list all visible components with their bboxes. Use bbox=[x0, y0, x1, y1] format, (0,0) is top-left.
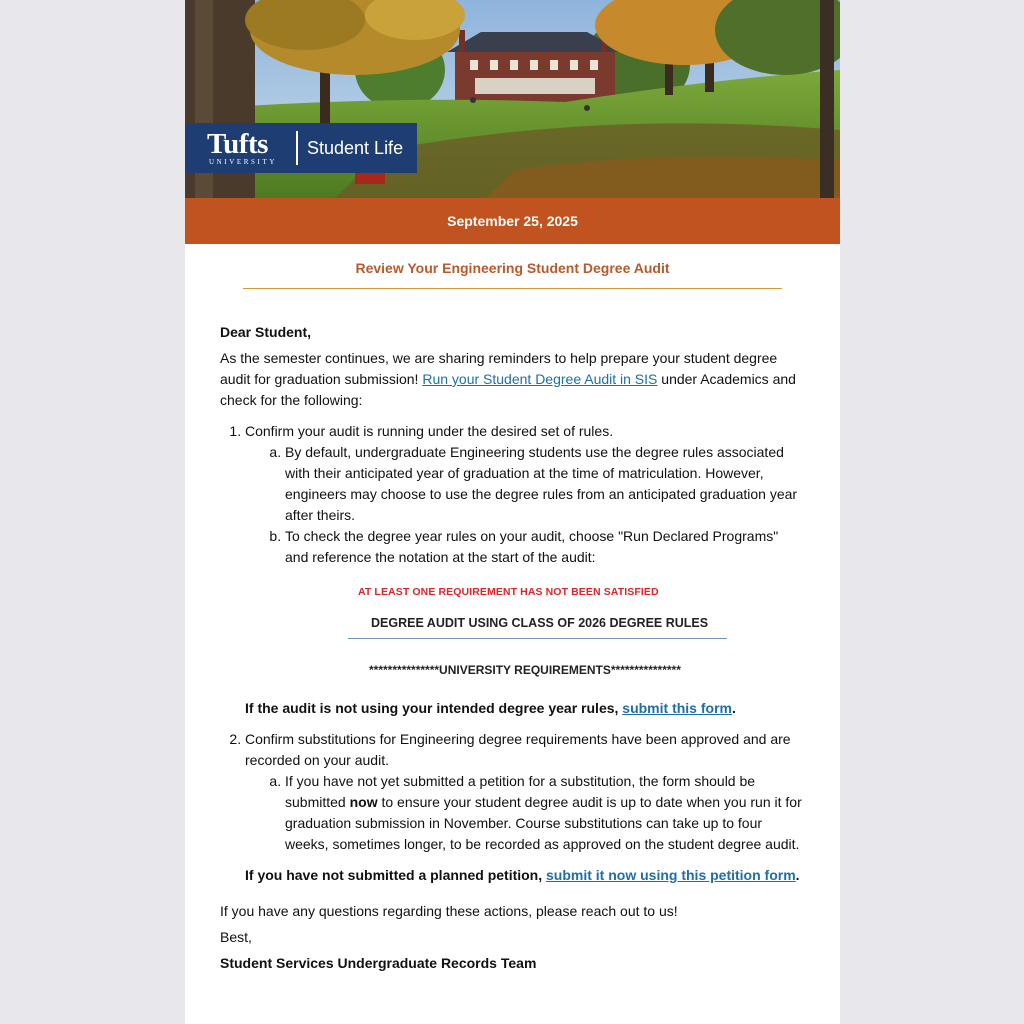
closing-line: If you have any questions regarding these actions, please reach out to us! bbox=[220, 903, 678, 919]
tufts-student-life-logo bbox=[185, 123, 417, 173]
email-body bbox=[185, 322, 840, 974]
email-message bbox=[185, 0, 840, 1024]
checklist-item-1 bbox=[245, 421, 805, 719]
intro-text-pre: As the semester continues, we are sharing reminders to help prepare your student degree audit for graduation submission! bbox=[220, 350, 778, 387]
checklist-item-2 bbox=[245, 729, 805, 886]
checklist-item-1-subitems bbox=[245, 442, 805, 568]
checklist-item-1-text: Confirm your audit is running under the desired set of rules. bbox=[245, 423, 614, 439]
signoff: Best, bbox=[220, 929, 252, 945]
subitem-2a bbox=[285, 771, 805, 855]
date-bar bbox=[185, 198, 840, 244]
subitem-1b: b. To check the degree year rules on your audit, choose "Run Declared Programs" and reference the notation at the start of the audit: bbox=[285, 526, 805, 568]
heading-divider bbox=[243, 288, 782, 289]
subitem-2a-emphasis: now bbox=[349, 794, 378, 810]
newsletter-date: September 25, 2025 bbox=[447, 213, 578, 229]
note1-text-post: . bbox=[731, 700, 736, 716]
note-degree-year bbox=[245, 698, 805, 719]
logo-university-label: UNIVERSITY bbox=[209, 158, 277, 166]
note1-text-pre: If the audit is not using your intended degree year rules, bbox=[245, 700, 623, 716]
checklist-item-2-subitems bbox=[245, 771, 805, 855]
intro-paragraph bbox=[220, 348, 805, 411]
checklist bbox=[220, 421, 805, 886]
greeting: Dear Student, bbox=[220, 324, 312, 340]
intro-text-post: under Academics and check for the following: bbox=[220, 371, 796, 408]
submit-this-form-link[interactable]: submit this form bbox=[622, 700, 732, 716]
logo-divider bbox=[296, 131, 298, 165]
header-banner bbox=[185, 0, 840, 198]
note-petition bbox=[245, 865, 805, 886]
note2-text-pre: If you have not submitted a planned petition, bbox=[245, 867, 547, 883]
audit-university-requirements-text: ***************UNIVERSITY REQUIREMENTS*************** bbox=[369, 663, 681, 677]
subitem-1a: a. By default, undergraduate Engineering students use the degree rules associated with their anticipated year of graduation at the time of matriculation. However, engineers may choose to use the degree rules from an anticipated graduation year after theirs. bbox=[285, 442, 805, 526]
audit-notation-image bbox=[210, 568, 840, 693]
subitem-2a-text-pre: If you have not yet submitted a petition for a substitution, the form should be submitted bbox=[285, 773, 756, 810]
email-subject-heading: Review Your Engineering Student Degree Audit bbox=[355, 260, 670, 276]
petition-form-link[interactable]: submit it now using this petition form bbox=[546, 867, 796, 883]
logo-unit-label: Student Life bbox=[307, 138, 404, 158]
checklist-item-2-text: Confirm substitutions for Engineering degree requirements have been approved and are recorded on your audit. bbox=[245, 731, 791, 768]
subitem-2a-text-post: to ensure your student degree audit is up to date when you run it for graduation submission in November. Course substitutions can take up to four weeks, sometimes longer, to be recorded as approved on the student degree audit. bbox=[285, 794, 802, 852]
logo-wordmark: Tufts bbox=[207, 128, 268, 160]
signature: Student Services Undergraduate Records Team bbox=[220, 955, 537, 971]
run-degree-audit-link[interactable]: Run your Student Degree Audit in SIS bbox=[422, 371, 658, 387]
audit-divider bbox=[348, 638, 727, 639]
audit-class-rules-text: DEGREE AUDIT USING CLASS OF 2026 DEGREE RULES bbox=[371, 616, 709, 630]
audit-warning-text: AT LEAST ONE REQUIREMENT HAS NOT BEEN SATISFIED bbox=[358, 586, 659, 598]
note2-text-post: . bbox=[795, 867, 800, 883]
